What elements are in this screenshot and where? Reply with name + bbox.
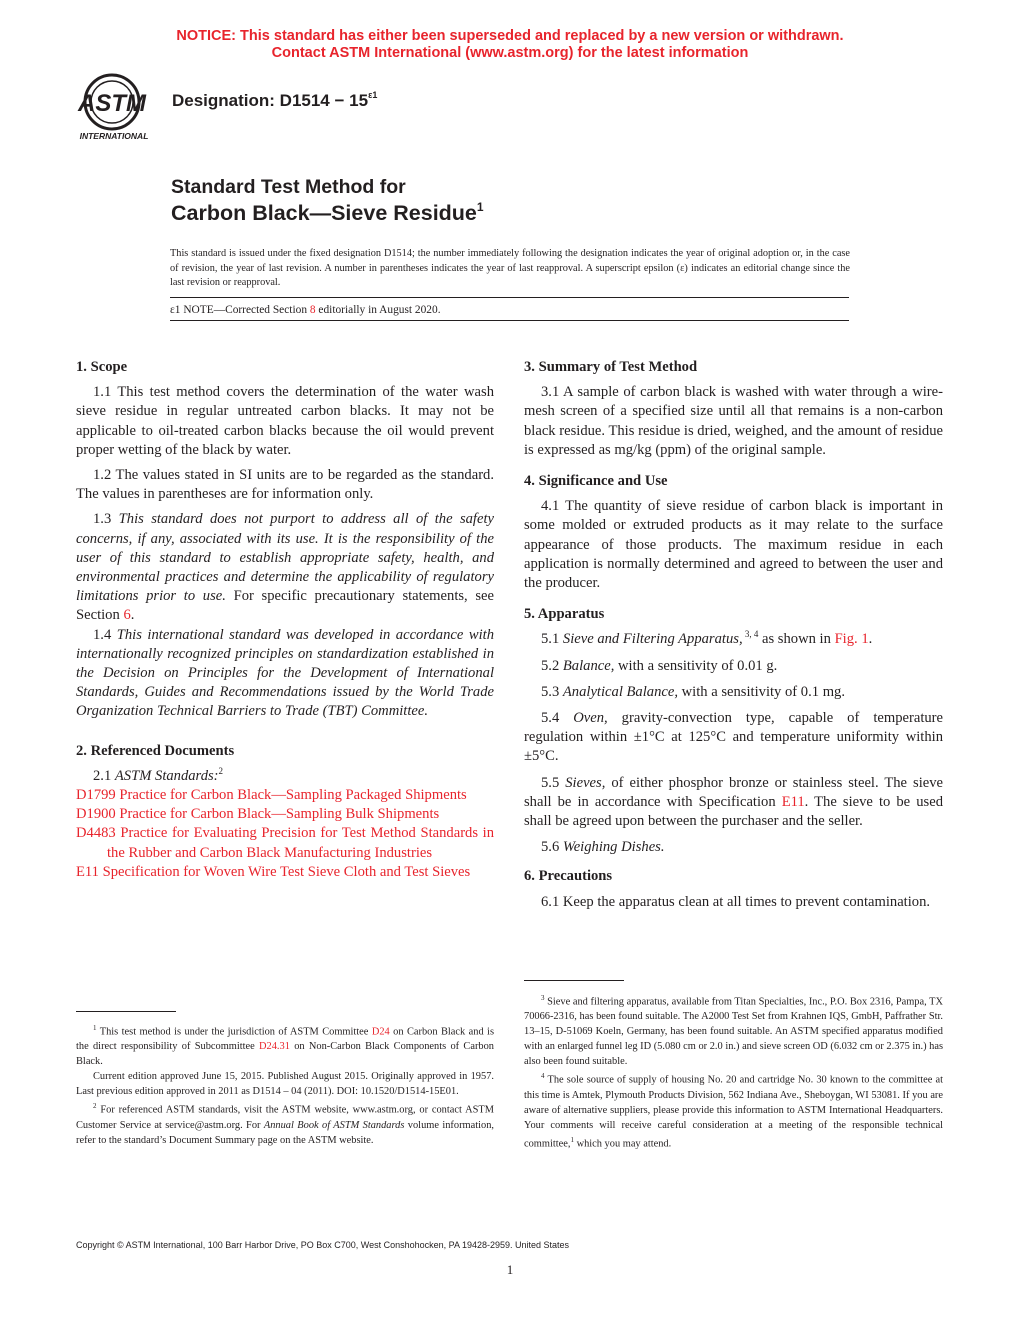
- section-5-heading: 5. Apparatus: [524, 606, 605, 623]
- note-mark: ε1: [170, 304, 181, 316]
- footnote-3: $^3$ Sieve and filtering apparatus, available from Titan Specialties, Inc., P.O. Box 2316, Pampa, TX 70066-2316, has been found suitable. The A2000 Test Set from Krahnen IQS, GmbH, Paffrather Str. 13–15, D-51069 Koeln, Germany, has been found suitable. An ASTM specified apparatus modified with an enlarged funnel leg ID (5.080 cm or 2.0 in.) and sieve screen OD (6.032 cm or 2.375 in.) has also been found suitable.: [524, 994, 943, 1068]
- footnote-4: $^4$ The sole source of supply of housing No. 20 and cartridge No. 30 known to the committee at this time is Amtek, Plymouth Products Division, 562 Indiana Ave., Sheboygan, WI 53081. If you are aware of alternative suppliers, please provide this information to ASTM International Headquarters. Your comments will receive careful consideration at a meeting of the responsible technical committee,$^1$ which you may attend.: [524, 1072, 943, 1150]
- logo-text: ASTM: [78, 90, 146, 117]
- intro-divider: [170, 297, 849, 298]
- para-5-6: 5.6 Weighing Dishes.: [541, 839, 665, 856]
- para-5-2: 5.2 Balance, with a sensitivity of 0.01 g.: [541, 657, 778, 674]
- editorial-note: [170, 303, 850, 318]
- footnote-2: $^2$ For referenced ASTM standards, visit the ASTM website, www.astm.org, or contact ASTM Customer Service at service@astm.org. For Annual Book of ASTM Standards volume information, refer to the standard’s Document Summary page on the ASTM website.: [76, 1102, 494, 1146]
- para-1-2: 1.2 The values stated in SI units are to be regarded as the standard. The values in parentheses are for information only.: [76, 467, 494, 503]
- title-line-2: [171, 200, 484, 226]
- note-text: NOTE—Corrected Section: [180, 304, 310, 316]
- e11-link[interactable]: E11: [781, 793, 805, 810]
- note-divider: [170, 320, 849, 321]
- right-column: [524, 358, 943, 912]
- para-3-1: 3.1 A sample of carbon black is washed with water through a wire-mesh screen of a specified size until all that remains is a non-carbon black residue. This residue is dried, weighed, and the amount of residue is expressed as mg/kg (ppm) of the original sample.: [524, 384, 943, 458]
- designation-label: Designation: D1514 − 15: [172, 91, 369, 110]
- note-text-end: editorially in August 2020.: [315, 304, 441, 316]
- section-2-heading: 2. Referenced Documents: [76, 742, 235, 759]
- reference-d4483[interactable]: D4483 Practice for Evaluating Precision for Test Method Standards in the Rubber and Carbon Black Manufacturing Industries: [76, 825, 494, 861]
- designation: [172, 90, 377, 111]
- reference-e11[interactable]: E11 Specification for Woven Wire Test Sieve Cloth and Test Sieves: [76, 863, 471, 880]
- para-5-3: 5.3 Analytical Balance, with a sensitivity of 0.1 mg.: [541, 683, 845, 700]
- footnote-1: $^1$ This test method is under the jurisdiction of ASTM Committee D24 on Carbon Black and is the direct responsibility of Subcommittee D24.31 on Non-Carbon Black Components of Carbon Black.: [76, 1024, 494, 1068]
- withdrawal-notice: [0, 28, 1020, 62]
- para-5-4: 5.4 Oven, gravity-convection type, capable of temperature regulation within ±1°C at 125°C and temperature uniformity within ±5°C.: [524, 710, 944, 765]
- astm-logo-mark: [72, 72, 162, 144]
- para-6-1: 6.1 Keep the apparatus clean at all times to prevent contamination.: [541, 893, 931, 910]
- committee-d24-link[interactable]: D24: [371, 1026, 390, 1038]
- section-3-heading: 3. Summary of Test Method: [524, 359, 698, 375]
- section-4-heading: 4. Significance and Use: [524, 473, 668, 490]
- notice-line-2: Contact ASTM International (www.astm.org) for the latest information: [271, 45, 749, 61]
- para-1-1: 1.1 This test method covers the determination of the water wash sieve residue in regular untreated carbon blacks. It may not be applicable to oil-treated carbon blacks because the oil would prevent proper wetting of the black by water.: [76, 384, 494, 458]
- footnote-1-history: Current edition approved June 15, 2015. Published August 2015. Originally approved in 1957. Last previous edition approved in 2011 as D1514 – 04 (2011). DOI: 10.1520/D1514-15E01.: [76, 1071, 494, 1098]
- footnote-divider-right: [524, 980, 624, 981]
- footnotes-left: [76, 1021, 494, 1148]
- note-section-link[interactable]: 8: [309, 304, 316, 316]
- section-6-heading: 6. Precautions: [524, 868, 613, 885]
- para-5-1: 5.1 Sieve and Filtering Apparatus, $^{3, 4}$ as shown in Fig. 1.: [541, 629, 873, 648]
- title-text: Carbon Black—Sieve Residue: [171, 201, 477, 225]
- designation-epsilon: ε1: [368, 90, 378, 100]
- left-column: [76, 358, 494, 882]
- copyright: Copyright © ASTM International, 100 Barr Harbor Drive, PO Box C700, West Conshohocken, PA 19428-2959. United States: [76, 1240, 570, 1250]
- para-5-5: 5.5 Sieves, of either phosphor bronze or stainless steel. The sieve shall be in accordance with Specification E11. The sieve to be used shall be agreed upon between the purchaser and the seller.: [524, 774, 944, 830]
- title-footnote-mark: 1: [476, 200, 484, 214]
- astm-logo: [72, 72, 162, 144]
- footnotes-right: [524, 991, 943, 1151]
- intro-paragraph: This standard is issued under the fixed designation D1514; the number immediately following the designation indicates the year of original adoption or, in the case of revision, the year of last revision. A number in parentheses indicates the year of last reapproval. A superscript epsilon (ε) indicates an editorial change since the last revision or reapproval.: [170, 248, 850, 288]
- para-4-1: 4.1 The quantity of sieve residue of carbon black is important in some molded or extruded products as it may relate to the surface appearance of those products. The maximum residue in each application is normally determined and agreed to between the user and the producer.: [524, 498, 943, 592]
- para-1-3: 1.3 This standard does not purport to address all of the safety concerns, if any, associated with its use. It is the responsibility of the user of this standard to establish appropriate safety, health, and environmental practices and determine the applicability of regulatory limitations prior to use. For specific precautionary statements, see Section 6.: [76, 511, 494, 624]
- page-number: 1: [506, 1262, 514, 1277]
- footnote-divider-left: [76, 1011, 176, 1012]
- section-6-link[interactable]: 6: [123, 607, 131, 624]
- logo-subtext: INTERNATIONAL: [79, 131, 149, 141]
- reference-d1799[interactable]: D1799 Practice for Carbon Black—Sampling Packaged Shipments: [76, 787, 467, 804]
- fig-1-link[interactable]: Fig. 1: [834, 631, 869, 648]
- para-2-1: 2.1 ASTM Standards:$^2$: [93, 765, 224, 784]
- notice-line-1: NOTICE: This standard has either been superseded and replaced by a new version or withdrawn.: [176, 28, 844, 44]
- section-1-heading: 1. Scope: [76, 359, 128, 375]
- title-line-1: Standard Test Method for: [171, 176, 406, 198]
- subcommittee-link[interactable]: D24.31: [259, 1041, 290, 1053]
- para-1-4: 1.4 This international standard was developed in accordance with internationally recognized principles on standardization established in the Decision on Principles for the Development of International Standards, Guides and Recommendations issued by the World Trade Organization Technical Barriers to Trade (TBT) Committee.: [76, 626, 495, 720]
- reference-d1900[interactable]: D1900 Practice for Carbon Black—Sampling Bulk Shipments: [76, 806, 440, 823]
